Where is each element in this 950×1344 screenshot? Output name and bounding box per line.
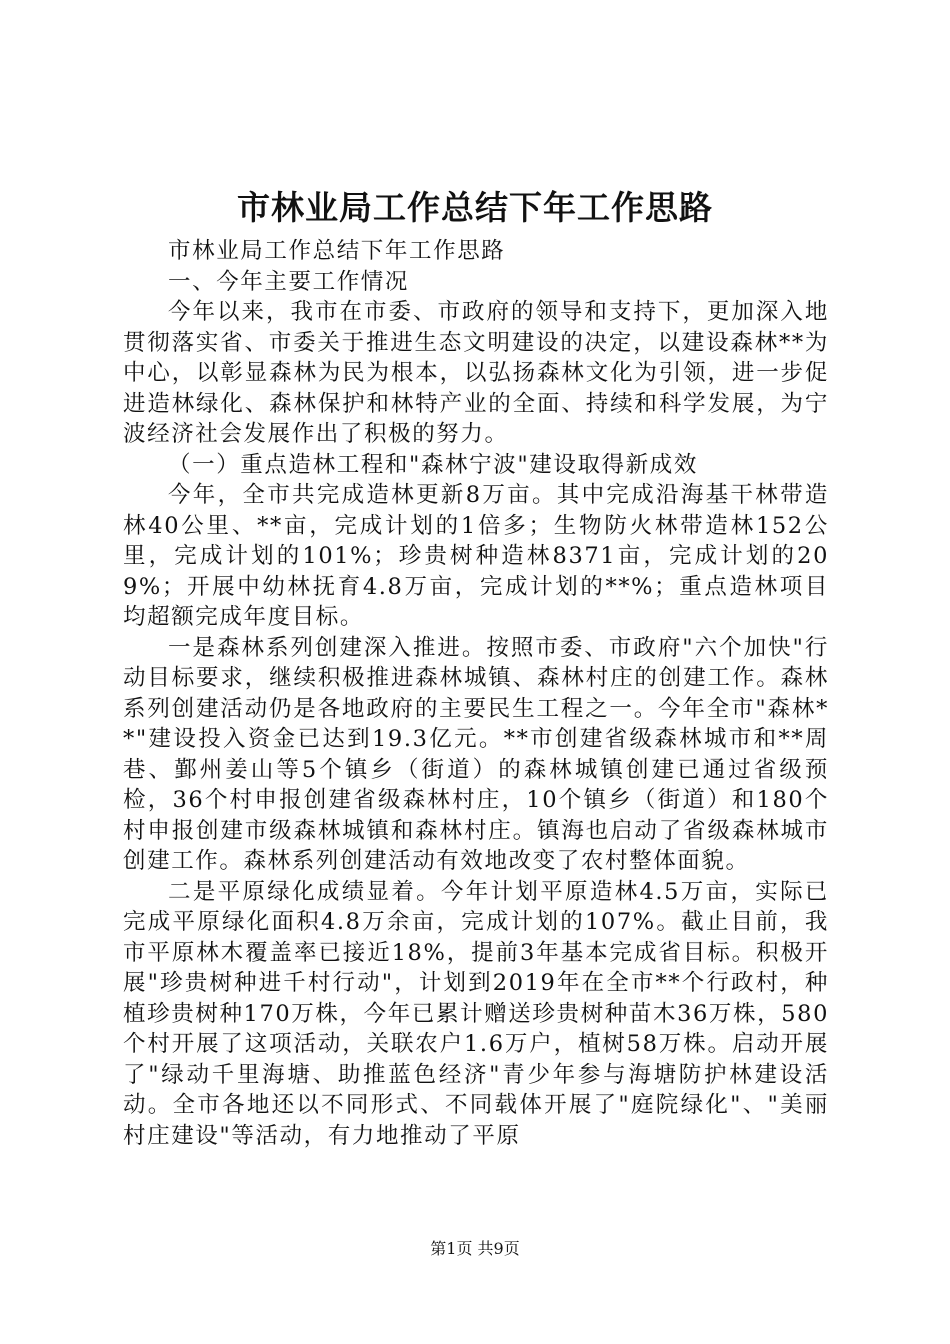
paragraph-intro: 今年以来，我市在市委、市政府的领导和支持下，更加深入地贯彻落实省、市委关于推进生态文明建设的决定，以建设森林**为中心，以彰显森林为民为根本，以弘扬森林文化为引领，进一步促进造林绿化、森林保护和林特产业的全面、持续和科学发展，为宁波经济社会发展作出了积极的努力。 xyxy=(123,299,829,447)
paragraph-forest-creation: 一是森林系列创建深入推进。按照市委、市政府"六个加快"行动目标要求，继续积极推进森林城镇、森林村庄的创建工作。森林系列创建活动仍是各地政府的主要民生工程之一。今年全市"森林**"建设投入资金已达到19.3亿元。**市创建省级森林城市和**周巷、鄞州姜山等5个镇乡（街道）的森林城镇创建已通过省级预检，36个村申报创建省级森林村庄，10个镇乡（街道）和180个村申报创建市级森林城镇和森林村庄。镇海也启动了省级森林城市创建工作。森林系列创建活动有效地改变了农村整体面貌。 xyxy=(123,634,829,874)
paragraph-afforestation: 今年，全市共完成造林更新8万亩。其中完成沿海基干林带造林40公里、**亩，完成计划的1倍多；生物防火林带造林152公里，完成计划的101%；珍贵树种造林8371亩，完成计划的209%；开展中幼林抚育4.8万亩，完成计划的**%；重点造林项目均超额完成年度目标。 xyxy=(123,482,829,630)
page-footer: 第1页 共9页 xyxy=(430,1239,520,1258)
document-body xyxy=(123,236,829,1151)
paragraph-subtitle: 市林业局工作总结下年工作思路 xyxy=(168,238,506,264)
subsection-heading-1: （一）重点造林工程和"森林宁波"建设取得新成效 xyxy=(168,451,698,478)
paragraph-plain-greening: 二是平原绿化成绩显着。今年计划平原造林4.5万亩，实际已完成平原绿化面积4.8万余亩，完成计划的107%。截止目前，我市平原林木覆盖率已接近18%，提前3年基本完成省目标。积极开展"珍贵树种进千村行动"，计划到2019年在全市**个行政村，种植珍贵树种170万株，今年已累计赠送珍贵树种苗木36万株，580个村开展了这项活动，关联农户1.6万户，植树58万株。启动开展了"绿动千里海塘、助推蓝色经济"青少年参与海塘防护林建设活动。全市各地还以不同形式、不同载体开展了"庭院绿化"、"美丽村庄建设"等活动，有力地推动了平原 xyxy=(123,878,829,1149)
section-heading-1: 一、今年主要工作情况 xyxy=(168,268,410,295)
document-title: 市林业局工作总结下年工作思路 xyxy=(237,188,713,227)
